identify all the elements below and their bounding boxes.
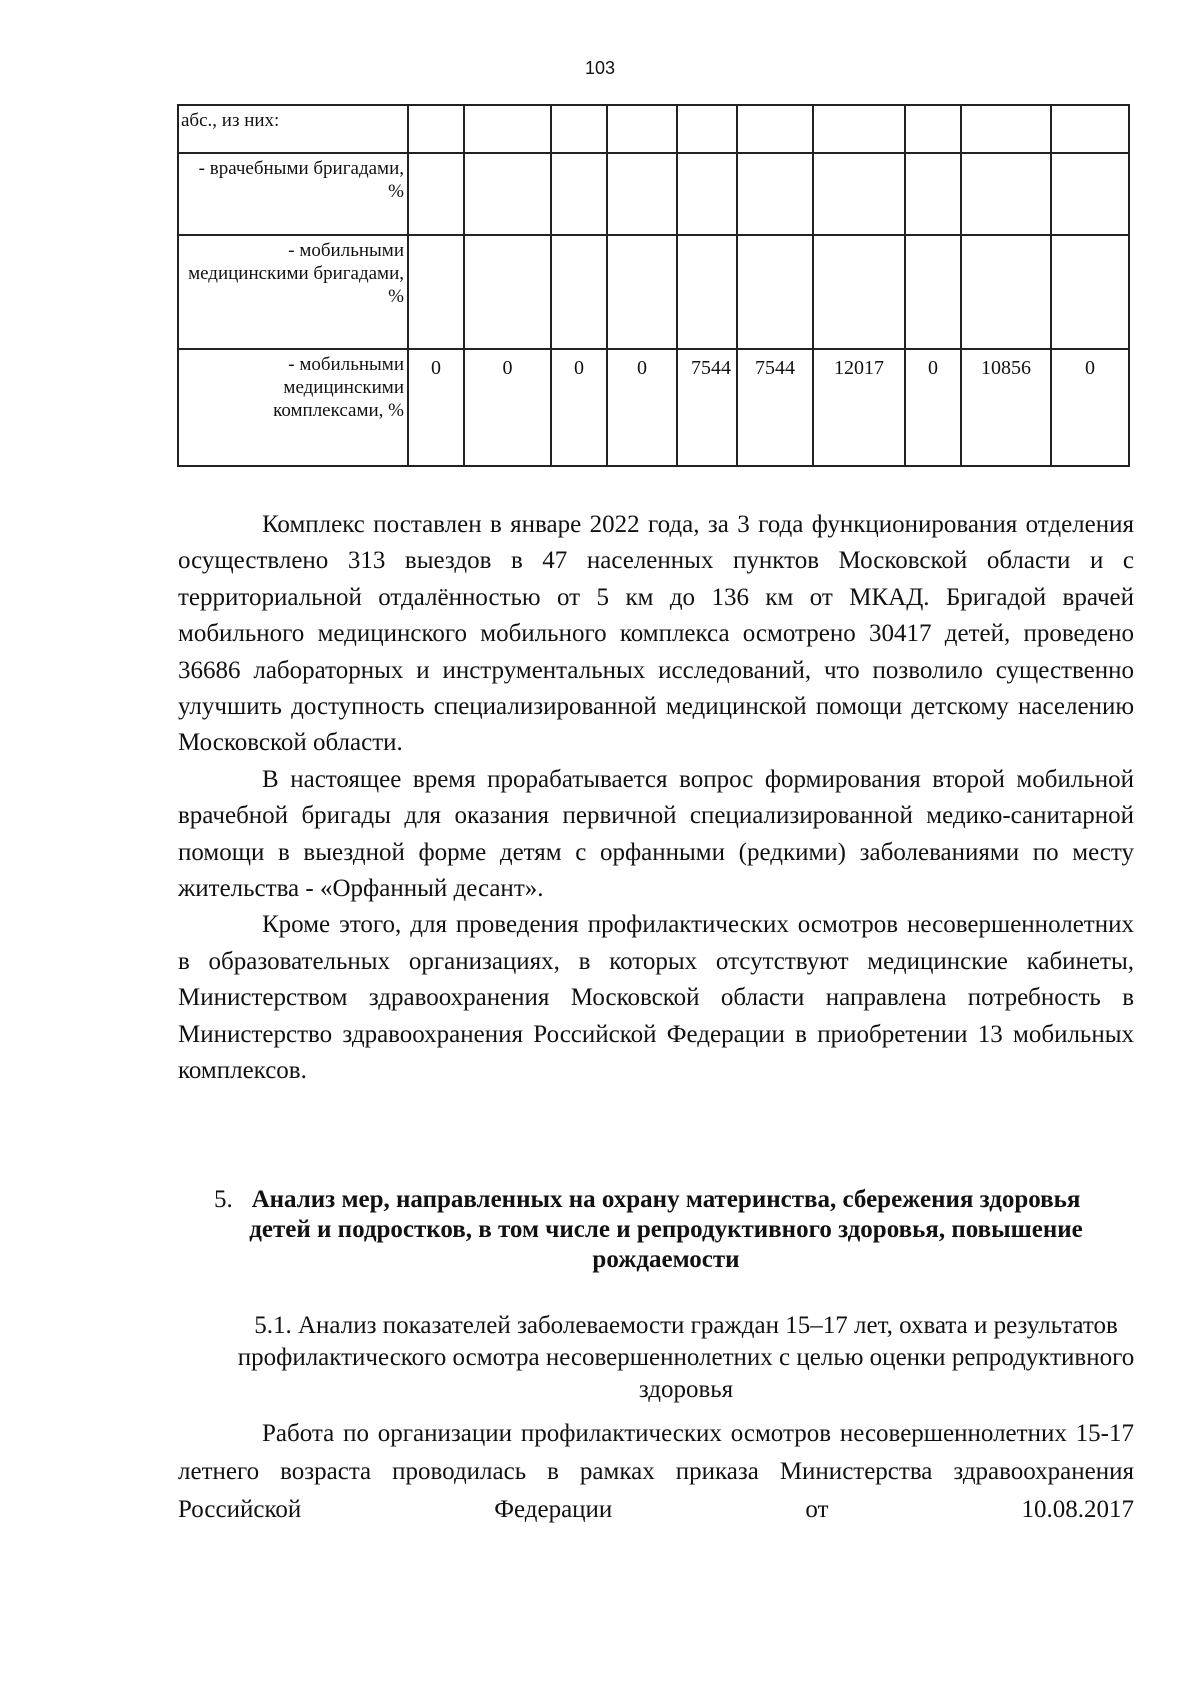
table-cell — [961, 105, 1051, 153]
table-cell — [677, 235, 737, 349]
table-cell — [813, 153, 905, 235]
table-cell — [961, 153, 1051, 235]
section-heading — [178, 1185, 1134, 1275]
table-row — [178, 235, 1129, 349]
table-cell — [677, 105, 737, 153]
table-cell — [813, 105, 905, 153]
table-cell: 0 — [551, 349, 607, 466]
table-cell: 0 — [1051, 349, 1129, 466]
table-cell — [1051, 235, 1129, 349]
table-row — [178, 349, 1129, 466]
row-label: - врачебными бригадами, % — [178, 153, 408, 235]
table-cell — [905, 105, 961, 153]
table-cell: 0 — [905, 349, 961, 466]
table-body — [178, 105, 1129, 466]
table-cell — [1051, 105, 1129, 153]
section-number: 5. — [214, 1186, 233, 1213]
table-cell: 10856 — [961, 349, 1051, 466]
table-cell — [737, 235, 813, 349]
table-cell: 7544 — [677, 349, 737, 466]
table-row — [178, 105, 1129, 153]
table-cell — [905, 235, 961, 349]
paragraph: В настоящее время прорабатывается вопрос формирования второй мобильной врачебной бригады для оказания первичной специализированной медико-санитарной помощи в выездной форме детям с орфанными (редкими) заболеваниями по месту жительства - «Орфанный десант». — [178, 765, 1134, 903]
paragraph: Комплекс поставлен в январе 2022 года, за 3 года функционирования отделения осуществлено 313 выездов в 47 населенных пунктов Московской области и с территориальной отдалённостью от 5 км до 136 км от МКАД. Бригадой врачей мобильного медицинского мобильного комплекса осмотрено 30417 детей, проведено 36686 лабораторных и инструментальных исследований, что позволило существенно улучшить доступность специализированной медицинской помощи детскому населению Московской области. — [178, 511, 1134, 757]
table-cell — [464, 105, 551, 153]
table-cell: 0 — [607, 349, 677, 466]
table-cell — [464, 235, 551, 349]
table-row — [178, 153, 1129, 235]
table-cell — [551, 235, 607, 349]
table-cell — [905, 153, 961, 235]
table-cell — [677, 153, 737, 235]
table-cell: 7544 — [737, 349, 813, 466]
table-cell: 0 — [464, 349, 551, 466]
subsection-heading: 5.1. Анализ показателей заболеваемости граждан 15–17 лет, охвата и результатов профилактического осмотра несовершеннолетних с целью оценки репродуктивного здоровья — [237, 1312, 1135, 1403]
table-cell — [551, 105, 607, 153]
statistics-table — [177, 104, 1130, 467]
table-cell — [607, 235, 677, 349]
body-text — [178, 507, 1134, 1090]
table-cell — [464, 153, 551, 235]
row-label: абс., из них: — [178, 105, 408, 153]
table-cell — [737, 105, 813, 153]
page-number: 103 — [584, 58, 616, 78]
table-cell — [813, 235, 905, 349]
paragraph: Кроме этого, для проведения профилактических осмотров несовершеннолетних в образовательных организациях, в которых отсутствуют медицинские кабинеты, Министерством здравоохранения Московской области направлена потребность в Министерство здравоохранения Российской Федерации в приобретении 13 мобильных комплексов. — [178, 911, 1134, 1085]
table-cell: 12017 — [813, 349, 905, 466]
table-cell — [551, 153, 607, 235]
row-label: - мобильными медицинскими бригадами, % — [178, 235, 408, 349]
table-cell — [607, 105, 677, 153]
table-cell — [737, 153, 813, 235]
row-label: - мобильными медицинскими комплексами, % — [178, 349, 408, 466]
table-cell — [408, 235, 464, 349]
paragraph: Работа по организации профилактических осмотров несовершеннолетних 15-17 летнего возраста проводилась в рамках приказа Министерства здравоохранения Российской Федерации от 10.08.2017 — [178, 1420, 1134, 1523]
table-cell: 0 — [408, 349, 464, 466]
table-cell — [607, 153, 677, 235]
table-cell — [408, 153, 464, 235]
table-cell — [1051, 153, 1129, 235]
table-cell — [408, 105, 464, 153]
section-title: Анализ мер, направленных на охрану материнства, сбережения здоровья детей и подростков, в том числе и репродуктивного здоровья, повышение рождаемости — [249, 1186, 1083, 1273]
table-cell — [961, 235, 1051, 349]
final-paragraph — [178, 1415, 1134, 1529]
